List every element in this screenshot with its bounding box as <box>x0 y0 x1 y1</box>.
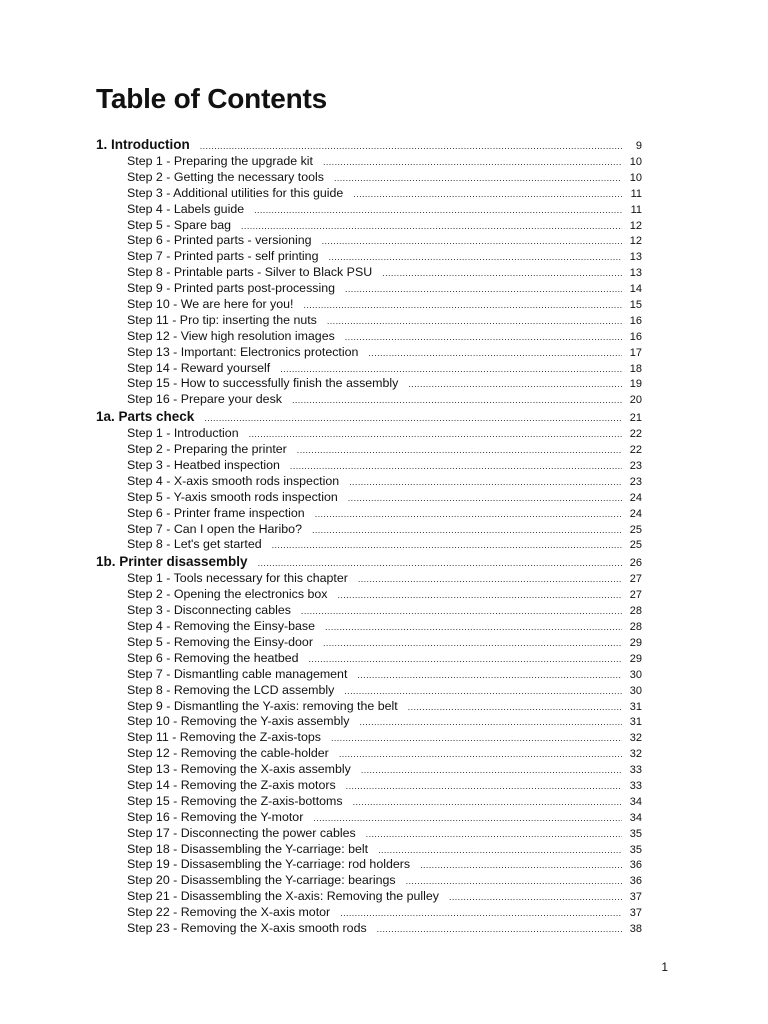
dot-leader <box>408 700 622 716</box>
toc-step-entry[interactable] <box>96 714 642 730</box>
toc-step-label: Step 15 - How to successfully finish the assembly <box>127 376 399 391</box>
toc-page-number: 22 <box>629 444 642 457</box>
dot-leader <box>420 858 622 874</box>
toc-page-number: 31 <box>629 716 642 729</box>
toc-step-label: Step 5 - Removing the Einsy-door <box>127 634 313 649</box>
toc-step-entry[interactable] <box>96 826 642 842</box>
toc-page-number: 23 <box>629 460 642 473</box>
toc-page-number: 24 <box>629 491 642 504</box>
toc-step-label: Step 5 - Y-axis smooth rods inspection <box>127 489 338 504</box>
dot-leader <box>345 282 622 298</box>
toc-page-number: 21 <box>629 412 642 425</box>
toc-step-entry[interactable] <box>96 873 642 889</box>
toc-section-label: 1. Introduction <box>96 137 190 152</box>
toc-step-entry[interactable] <box>96 154 642 170</box>
toc-page-number: 12 <box>629 219 642 232</box>
toc-step-label: Step 6 - Printer frame inspection <box>127 505 305 520</box>
toc-step-label: Step 2 - Opening the electronics box <box>127 587 328 602</box>
toc-step-entry[interactable] <box>96 186 642 202</box>
toc-step-label: Step 13 - Important: Electronics protection <box>127 344 359 359</box>
toc-page-number: 10 <box>629 171 642 184</box>
toc-page-number: 35 <box>629 827 642 840</box>
toc-step-entry[interactable] <box>96 313 642 329</box>
dot-leader <box>301 604 622 620</box>
toc-step-label: Step 20 - Disassembling the Y-carriage: bearings <box>127 873 396 888</box>
toc-page-number: 11 <box>630 203 642 216</box>
toc-step-entry[interactable] <box>96 506 642 522</box>
toc-step-label: Step 2 - Preparing the printer <box>127 442 287 457</box>
toc-step-label: Step 7 - Can I open the Haribo? <box>127 521 302 536</box>
toc-step-label: Step 1 - Introduction <box>127 426 239 441</box>
toc-page-number: 13 <box>629 267 642 280</box>
toc-step-entry[interactable] <box>96 889 642 905</box>
toc-page-number: 13 <box>629 251 642 264</box>
dot-leader <box>378 843 622 859</box>
dot-leader <box>361 763 622 779</box>
toc-step-entry[interactable] <box>96 842 642 858</box>
dot-leader <box>357 668 622 684</box>
toc-page-number: 36 <box>629 859 642 872</box>
toc-step-entry[interactable] <box>96 345 642 361</box>
dot-leader <box>344 684 622 700</box>
toc-step-entry[interactable] <box>96 458 642 474</box>
toc-step-label: Step 3 - Additional utilities for this guide <box>127 185 344 200</box>
toc-step-entry[interactable] <box>96 810 642 826</box>
toc-step-label: Step 14 - Removing the Z-axis motors <box>127 777 336 792</box>
toc-step-label: Step 22 - Removing the X-axis motor <box>127 905 331 920</box>
toc-page-number: 36 <box>629 875 642 888</box>
toc-step-label: Step 10 - Removing the Y-axis assembly <box>127 714 350 729</box>
toc-page-number: 28 <box>629 605 642 618</box>
toc-step-label: Step 1 - Preparing the upgrade kit <box>127 154 313 168</box>
toc-step-entry[interactable] <box>96 857 642 873</box>
dot-leader <box>297 443 622 459</box>
dot-leader <box>406 874 622 890</box>
toc-page-number: 15 <box>629 299 642 312</box>
dot-leader <box>290 459 622 475</box>
toc-step-entry[interactable] <box>96 683 642 699</box>
dot-leader <box>366 827 622 843</box>
toc-step-entry[interactable] <box>96 297 642 313</box>
toc-page-number: 31 <box>629 700 642 713</box>
toc-step-label: Step 19 - Dissasembling the Y-carriage: rod holders <box>127 857 411 872</box>
toc-step-entry[interactable] <box>96 474 642 490</box>
toc-page-number: 19 <box>629 378 642 391</box>
dot-leader <box>292 393 622 409</box>
toc-step-label: Step 21 - Disassembling the X-axis: Removing the pulley <box>127 889 439 904</box>
toc-step-label: Step 6 - Removing the heatbed <box>127 650 299 665</box>
dot-leader <box>325 620 622 636</box>
toc-step-entry[interactable] <box>96 746 642 762</box>
toc-step-label: Step 17 - Disconnecting the power cables <box>127 825 356 840</box>
toc-step-entry[interactable] <box>96 762 642 778</box>
toc-step-entry[interactable] <box>96 329 642 345</box>
toc-step-entry[interactable] <box>96 233 642 249</box>
toc-page-number: 26 <box>629 557 642 570</box>
toc-step-label: Step 4 - Labels guide <box>127 201 245 216</box>
toc-page-number: 30 <box>629 668 642 681</box>
toc-step-label: Step 8 - Let's get started <box>127 537 262 552</box>
toc-section-entry[interactable] <box>96 408 642 426</box>
dot-leader <box>254 203 622 219</box>
dot-leader <box>340 906 622 922</box>
toc-page-number: 25 <box>629 523 642 536</box>
toc-step-entry[interactable] <box>96 202 642 218</box>
toc-step-entry[interactable] <box>96 794 642 810</box>
toc-section-entry[interactable] <box>96 553 642 571</box>
toc-page-number: 29 <box>629 652 642 665</box>
toc-page-number: 17 <box>629 346 642 359</box>
toc-step-label: Step 9 - Printed parts post-processing <box>127 281 335 296</box>
dot-leader <box>377 922 622 938</box>
dot-leader <box>313 811 622 827</box>
toc-step-entry[interactable] <box>96 603 642 619</box>
toc-step-entry[interactable] <box>96 170 642 186</box>
toc-step-entry[interactable] <box>96 281 642 297</box>
toc-page-number: 32 <box>629 748 642 761</box>
toc-page-number: 16 <box>629 330 642 343</box>
dot-leader <box>358 572 622 588</box>
toc-step-label: Step 2 - Getting the necessary tools <box>127 169 324 184</box>
toc-step-label: Step 7 - Printed parts - self printing <box>127 249 319 264</box>
toc-page-number: 12 <box>629 235 642 248</box>
toc-step-label: Step 16 - Removing the Y-motor <box>127 809 304 824</box>
toc-step-label: Step 15 - Removing the Z-axis-bottoms <box>127 793 343 808</box>
toc-step-entry[interactable] <box>96 218 642 234</box>
toc-page-number: 24 <box>629 507 642 520</box>
toc-step-label: Step 3 - Heatbed inspection <box>127 458 280 473</box>
toc-page-number: 35 <box>629 843 642 856</box>
dot-leader <box>368 346 622 362</box>
dot-leader <box>346 779 622 795</box>
dot-leader <box>449 890 622 906</box>
toc-step-entry[interactable] <box>96 730 642 746</box>
toc-page-number: 20 <box>629 394 642 407</box>
dot-leader <box>345 330 622 346</box>
dot-leader <box>312 523 622 539</box>
toc-step-label: Step 23 - Removing the X-axis smooth rods <box>127 920 367 935</box>
toc-step-entry[interactable] <box>96 361 642 377</box>
toc-page-number: 38 <box>629 922 642 935</box>
toc-step-entry[interactable] <box>96 265 642 281</box>
toc-section-label: 1b. Printer disassembly <box>96 554 248 570</box>
toc-step-entry[interactable] <box>96 426 642 442</box>
toc-page-number: 18 <box>629 362 642 375</box>
toc-step-entry[interactable] <box>96 619 642 635</box>
toc-step-entry[interactable] <box>96 392 642 408</box>
dot-leader <box>303 298 622 314</box>
dot-leader <box>353 795 622 811</box>
dot-leader <box>241 219 622 235</box>
toc-step-entry[interactable] <box>96 587 642 603</box>
toc-step-entry[interactable] <box>96 905 642 921</box>
toc-page-number: 22 <box>629 428 642 441</box>
table-of-contents <box>96 136 642 937</box>
toc-step-entry[interactable] <box>96 376 642 392</box>
dot-leader <box>334 171 622 187</box>
toc-page-number: 34 <box>629 795 642 808</box>
toc-step-entry[interactable] <box>96 249 642 265</box>
toc-step-label: Step 6 - Printed parts - versioning <box>127 233 312 248</box>
toc-page-number: 34 <box>629 811 642 824</box>
toc-step-entry[interactable] <box>96 522 642 538</box>
toc-step-label: Step 5 - Spare bag <box>127 217 232 232</box>
dot-leader <box>353 187 622 203</box>
toc-page-number: 33 <box>629 764 642 777</box>
page-number: 1 <box>661 960 668 974</box>
toc-step-entry[interactable] <box>96 778 642 794</box>
dot-leader <box>408 377 622 393</box>
toc-section-label: 1a. Parts check <box>96 409 195 425</box>
toc-step-label: Step 4 - Removing the Einsy-base <box>127 619 316 634</box>
dot-leader <box>382 266 622 282</box>
toc-page-number: 23 <box>629 475 642 488</box>
toc-page-number: 16 <box>629 314 642 327</box>
toc-step-label: Step 12 - View high resolution images <box>127 328 335 343</box>
page-title: Table of Contents <box>96 83 327 114</box>
dot-leader <box>331 731 622 747</box>
toc-page-number: 10 <box>629 156 642 168</box>
dot-leader <box>349 475 622 491</box>
toc-page-number: 33 <box>629 779 642 792</box>
toc-step-label: Step 1 - Tools necessary for this chapter <box>127 571 348 586</box>
toc-step-entry[interactable] <box>96 699 642 715</box>
dot-leader <box>258 554 622 572</box>
dot-leader <box>322 234 622 250</box>
toc-step-label: Step 10 - We are here for you! <box>127 297 294 312</box>
dot-leader <box>339 747 622 763</box>
toc-step-label: Step 3 - Disconnecting cables <box>127 603 291 618</box>
toc-step-entry[interactable] <box>96 635 642 651</box>
toc-step-label: Step 16 - Prepare your desk <box>127 392 282 407</box>
dot-leader <box>249 427 622 443</box>
toc-step-label: Step 11 - Pro tip: inserting the nuts <box>127 312 317 327</box>
dot-leader <box>272 538 622 554</box>
dot-leader <box>200 137 622 155</box>
toc-step-entry[interactable] <box>96 442 642 458</box>
toc-page-number: 30 <box>629 684 642 697</box>
dot-leader <box>328 250 622 266</box>
toc-step-entry[interactable] <box>96 921 642 937</box>
toc-page-number: 14 <box>629 283 642 296</box>
toc-page-number: 37 <box>629 907 642 920</box>
toc-step-label: Step 11 - Removing the Z-axis-tops <box>127 730 321 745</box>
dot-leader <box>337 588 622 604</box>
toc-step-entry[interactable] <box>96 537 642 553</box>
toc-step-entry[interactable] <box>96 571 642 587</box>
toc-page-number: 29 <box>629 636 642 649</box>
toc-step-label: Step 8 - Removing the LCD assembly <box>127 682 335 697</box>
toc-step-label: Step 12 - Removing the cable-holder <box>127 746 329 761</box>
dot-leader <box>315 507 622 523</box>
toc-page-number: 25 <box>629 539 642 552</box>
toc-page-number: 11 <box>630 187 642 200</box>
toc-page-number: 27 <box>629 589 642 602</box>
dot-leader <box>204 409 622 427</box>
toc-page-number: 28 <box>629 621 642 634</box>
dot-leader <box>280 362 622 378</box>
toc-step-label: Step 8 - Printable parts - Silver to Black PSU <box>127 265 373 280</box>
dot-leader <box>323 155 622 171</box>
dot-leader <box>348 491 622 507</box>
toc-step-label: Step 7 - Dismantling cable management <box>127 666 348 681</box>
toc-step-label: Step 9 - Dismantling the Y-axis: removing the belt <box>127 698 398 713</box>
dot-leader <box>359 715 622 731</box>
dot-leader <box>323 636 622 652</box>
toc-step-label: Step 18 - Disassembling the Y-carriage: belt <box>127 841 369 856</box>
toc-step-label: Step 14 - Reward yourself <box>127 360 271 375</box>
toc-section-entry[interactable] <box>96 136 642 154</box>
dot-leader <box>309 652 622 668</box>
toc-step-entry[interactable] <box>96 651 642 667</box>
toc-page-number: 37 <box>629 891 642 904</box>
dot-leader <box>327 314 622 330</box>
toc-step-label: Step 13 - Removing the X-axis assembly <box>127 762 351 777</box>
toc-page-number: 27 <box>629 573 642 586</box>
toc-page-number: 32 <box>629 732 642 745</box>
toc-page-number: 9 <box>635 140 642 152</box>
toc-step-entry[interactable] <box>96 490 642 506</box>
toc-step-entry[interactable] <box>96 667 642 683</box>
toc-step-label: Step 4 - X-axis smooth rods inspection <box>127 473 340 488</box>
